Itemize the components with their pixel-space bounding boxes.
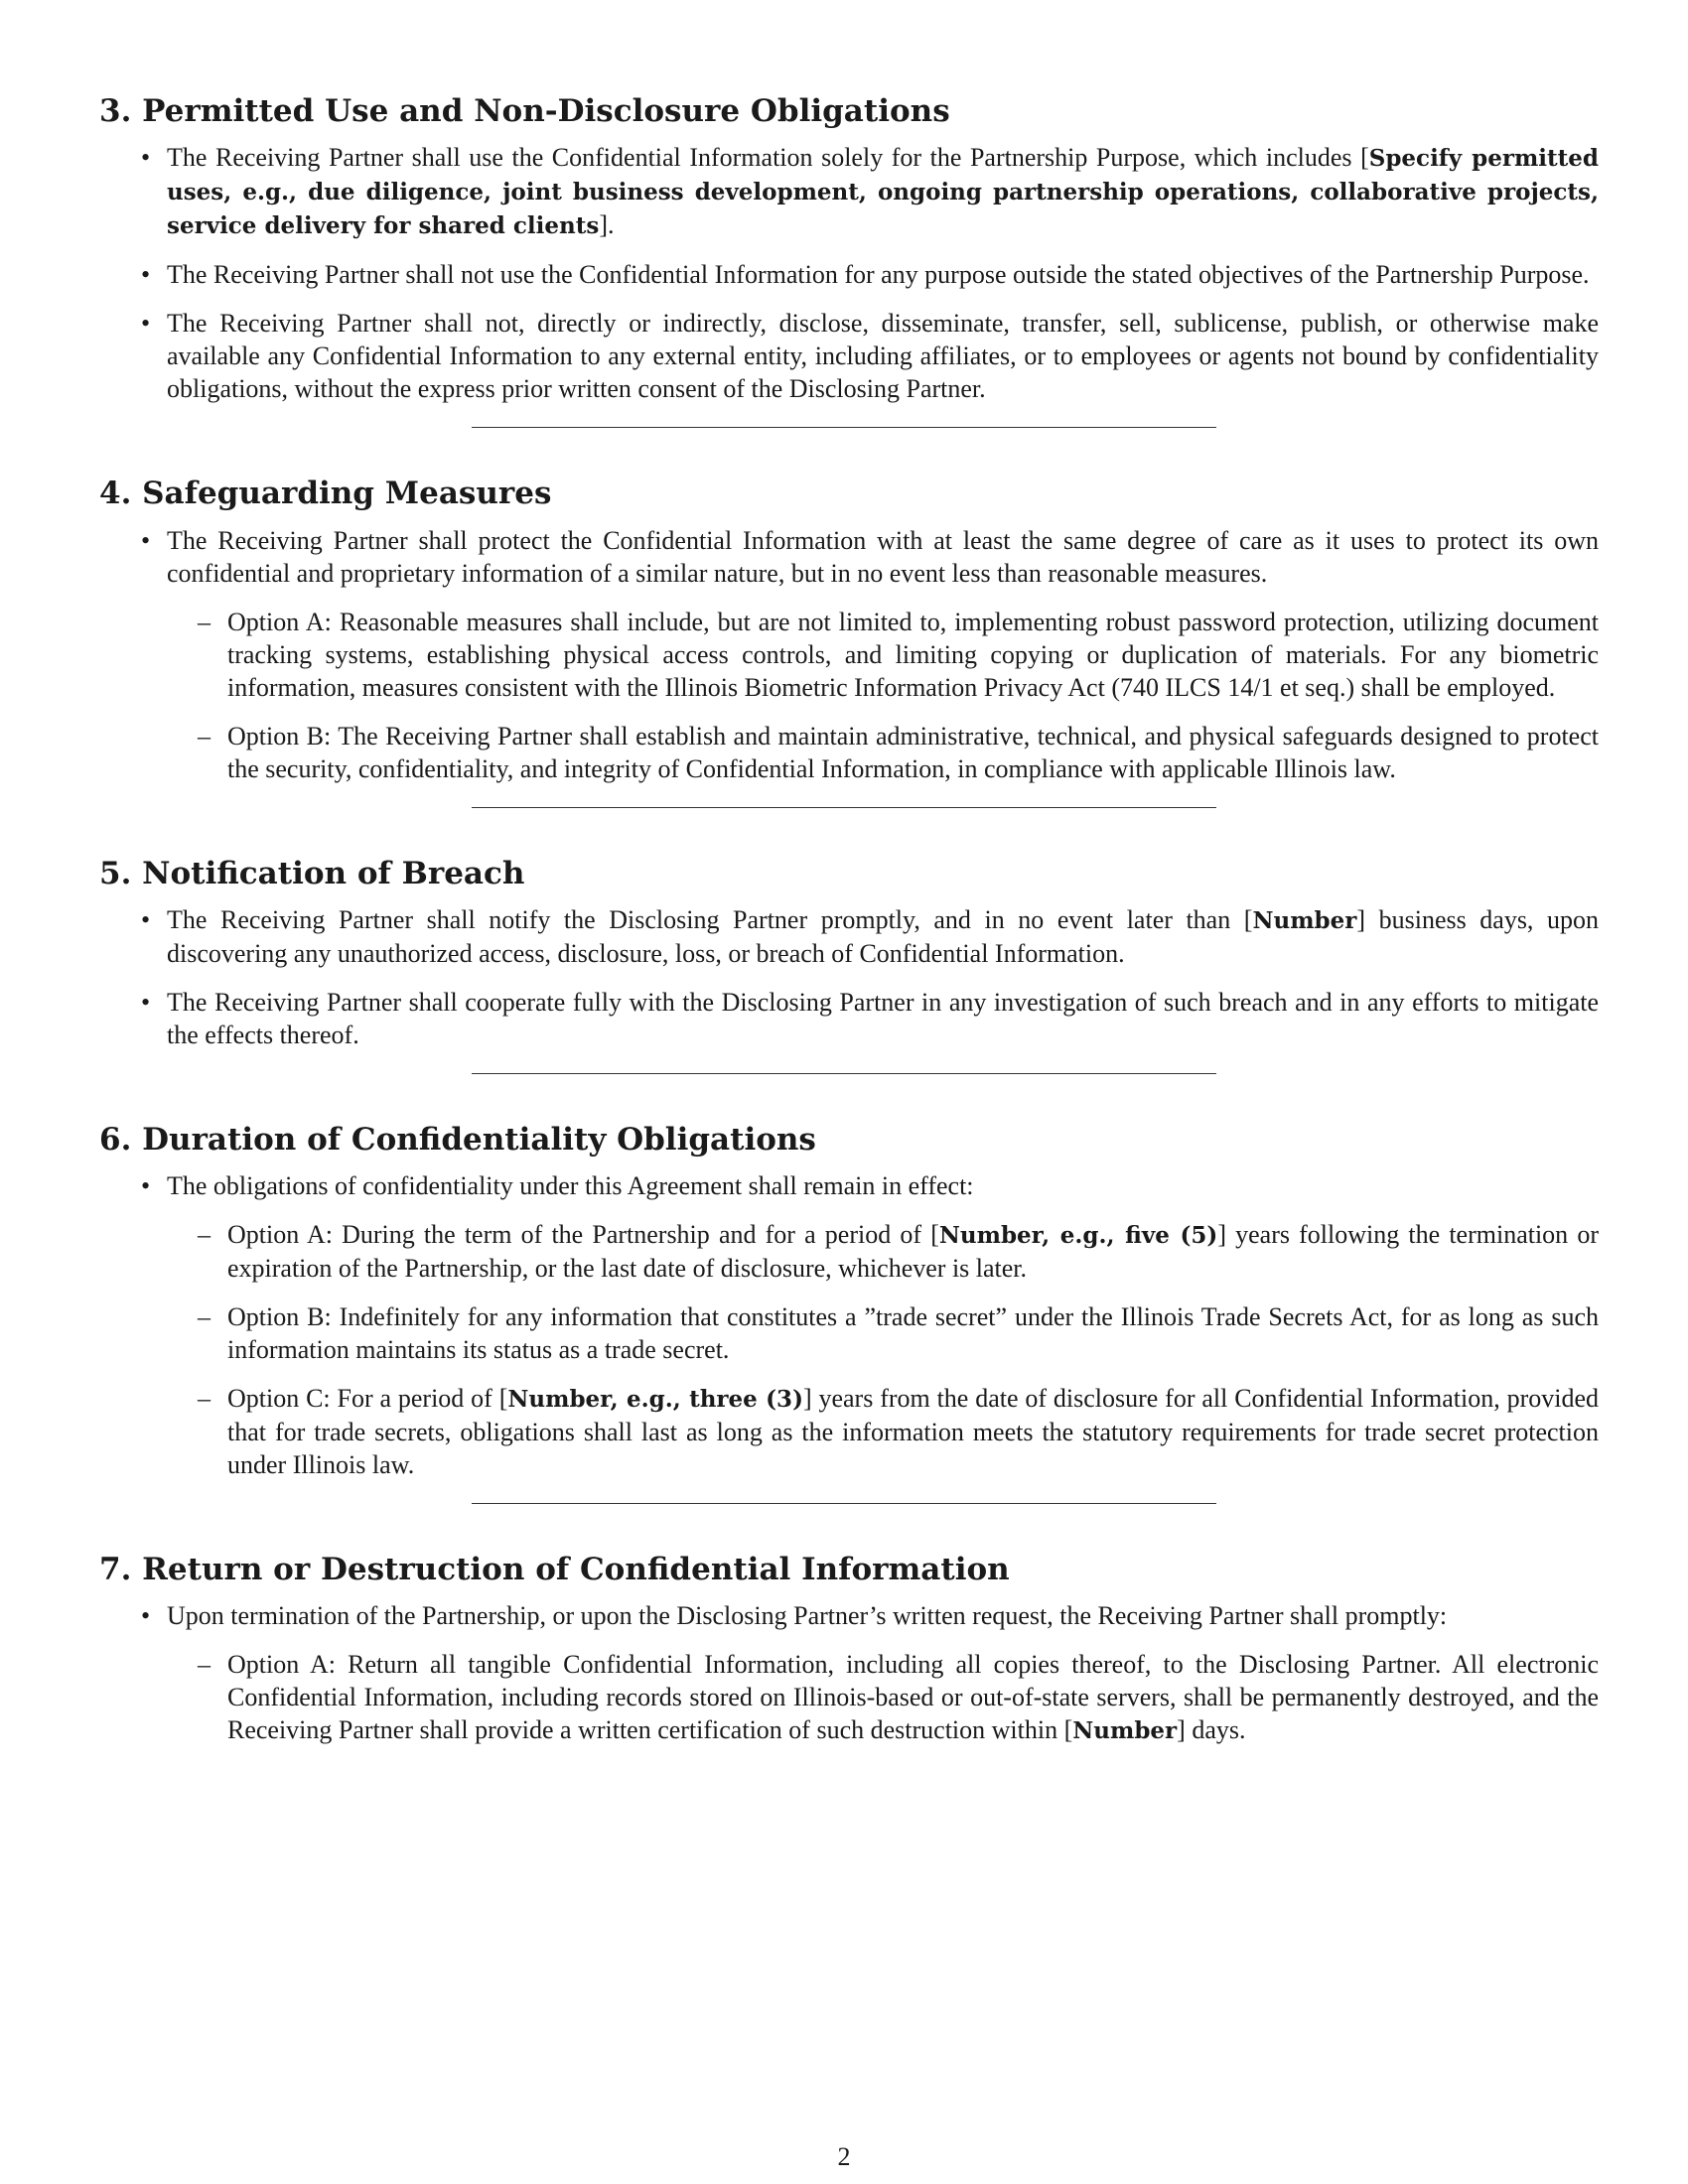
section-divider xyxy=(472,1503,1216,1504)
option-item: – Option B: Indefinitely for any information that constitutes a ”trade secret” under the Illinois Trade Secrets Act, for as long as such information maintains its status as a trade secret. xyxy=(227,1300,1599,1366)
bullet-item: • The Receiving Partner shall cooperate fully with the Disclosing Partner in any investigation of such breach and in any efforts to mitigate the effects thereof. xyxy=(167,986,1599,1051)
option-item: – Option A: Reasonable measures shall include, but are not limited to, implementing robust password protection, utilizing document tracking systems, establishing physical access controls, and limiting copying or duplication of materials. For any biometric information, measures consistent with the Illinois Biometric Information Privacy Act (740 ILCS 14/1 et seq.) shall be employed. xyxy=(227,606,1599,704)
section-3 xyxy=(99,91,1599,405)
bullet-item: • The obligations of confidentiality under this Agreement shall remain in effect: – Option A: During the term of the Partnership and for a period of [Number, e.g., five (5)] years following the termination or expiration of the Partnership, or the last date of disclosure, whichever is later. – Option B: Indefinitely for any information that constitutes a ”trade secret” under the Illinois Trade Secrets Act, for as long as such information maintains its status as a trade secret. – Option C: For a period of [Number, e.g., three (3)] years from the date of disclosure for all Confidential Information, provided that for trade secrets, obligations shall last as long as the information meets the statutory requirements for trade secret protection under Illinois law. xyxy=(167,1169,1599,1481)
bullet-item: • The Receiving Partner shall notify the Disclosing Partner promptly, and in no event later than [Number] business days, upon discovering any unauthorized access, disclosure, loss, or breach of Confidential Information. xyxy=(167,903,1599,970)
section-heading: 3. Permitted Use and Non-Disclosure Obligations xyxy=(99,93,950,129)
bullet-item: • The Receiving Partner shall use the Confidential Information solely for the Partnership Purpose, which includes [Specify permitted uses, e.g., due diligence, joint business development, ongoing partnership operations, collaborative projects, service delivery for shared clients]. xyxy=(167,141,1599,242)
section-divider xyxy=(472,427,1216,428)
bullet-list xyxy=(99,141,1599,405)
section-heading: 5. Notification of Breach xyxy=(99,855,525,891)
page-number: 2 xyxy=(837,2142,851,2171)
option-item: – Option A: Return all tangible Confidential Information, including all copies thereof, to the Disclosing Partner. All electronic Confidential Information, including records stored on Illinois-based or out-of-state servers, shall be permanently destroyed, and the Receiving Partner shall provide a written certification of such destruction within [Number] days. xyxy=(227,1648,1599,1747)
option-item: – Option C: For a period of [Number, e.g., three (3)] years from the date of disclosure for all Confidential Information, provided that for trade secrets, obligations shall last as long as the information meets the statutory requirements for trade secret protection under Illinois law. xyxy=(227,1382,1599,1481)
bullet-item: • The Receiving Partner shall protect the Confidential Information with at least the same degree of care as it uses to protect its own confidential and proprietary information of a similar nature, but in no event less than reasonable measures. – Option A: Reasonable measures shall include, but are not limited to, implementing robust password protection, utilizing document tracking systems, establishing physical access controls, and limiting copying or duplication of materials. For any biometric information, measures consistent with the Illinois Biometric Information Privacy Act (740 ILCS 14/1 et seq.) shall be employed. – Option B: The Receiving Partner shall establish and maintain administrative, technical, and physical safeguards designed to protect the security, confidentiality, and integrity of Confidential Information, in compliance with applicable Illinois law. xyxy=(167,524,1599,785)
bullet-item: • Upon termination of the Partnership, or upon the Disclosing Partner’s written request, the Receiving Partner shall promptly: – Option A: Return all tangible Confidential Information, including all copies thereof, to the Disclosing Partner. All electronic Confidential Information, including records stored on Illinois-based or out-of-state servers, shall be permanently destroyed, and the Receiving Partner shall provide a written certification of such destruction within [Number] days. xyxy=(167,1599,1599,1747)
section-heading: 6. Duration of Confidentiality Obligations xyxy=(99,1121,816,1158)
option-item: – Option B: The Receiving Partner shall establish and maintain administrative, technical, and physical safeguards designed to protect the security, confidentiality, and integrity of Confidential Information, in compliance with applicable Illinois law. xyxy=(227,720,1599,785)
section-5 xyxy=(99,854,1599,1051)
section-divider xyxy=(472,1073,1216,1074)
section-heading: 4. Safeguarding Measures xyxy=(99,476,552,512)
section-7 xyxy=(99,1550,1599,1747)
document-page xyxy=(99,91,1599,1763)
option-list xyxy=(167,1218,1599,1481)
bullet-list xyxy=(99,903,1599,1051)
section-6 xyxy=(99,1120,1599,1481)
option-item: – Option A: During the term of the Partnership and for a period of [Number, e.g., five (5)] years following the termination or expiration of the Partnership, or the last date of disclosure, whichever is later. xyxy=(227,1218,1599,1285)
option-list xyxy=(167,1648,1599,1747)
bullet-list xyxy=(99,1599,1599,1747)
section-divider xyxy=(472,807,1216,808)
bullet-item: • The Receiving Partner shall not use the Confidential Information for any purpose outside the stated objectives of the Partnership Purpose. xyxy=(167,258,1599,291)
bullet-list xyxy=(99,524,1599,785)
section-heading: 7. Return or Destruction of Confidential Information xyxy=(99,1552,1010,1588)
option-list xyxy=(167,606,1599,785)
bullet-list xyxy=(99,1169,1599,1481)
section-4 xyxy=(99,474,1599,784)
bullet-item: • The Receiving Partner shall not, directly or indirectly, disclose, disseminate, transfer, sell, sublicense, publish, or otherwise make available any Confidential Information to any external entity, including affiliates, or to employees or agents not bound by confidentiality obligations, without the express prior written consent of the Disclosing Partner. xyxy=(167,307,1599,405)
